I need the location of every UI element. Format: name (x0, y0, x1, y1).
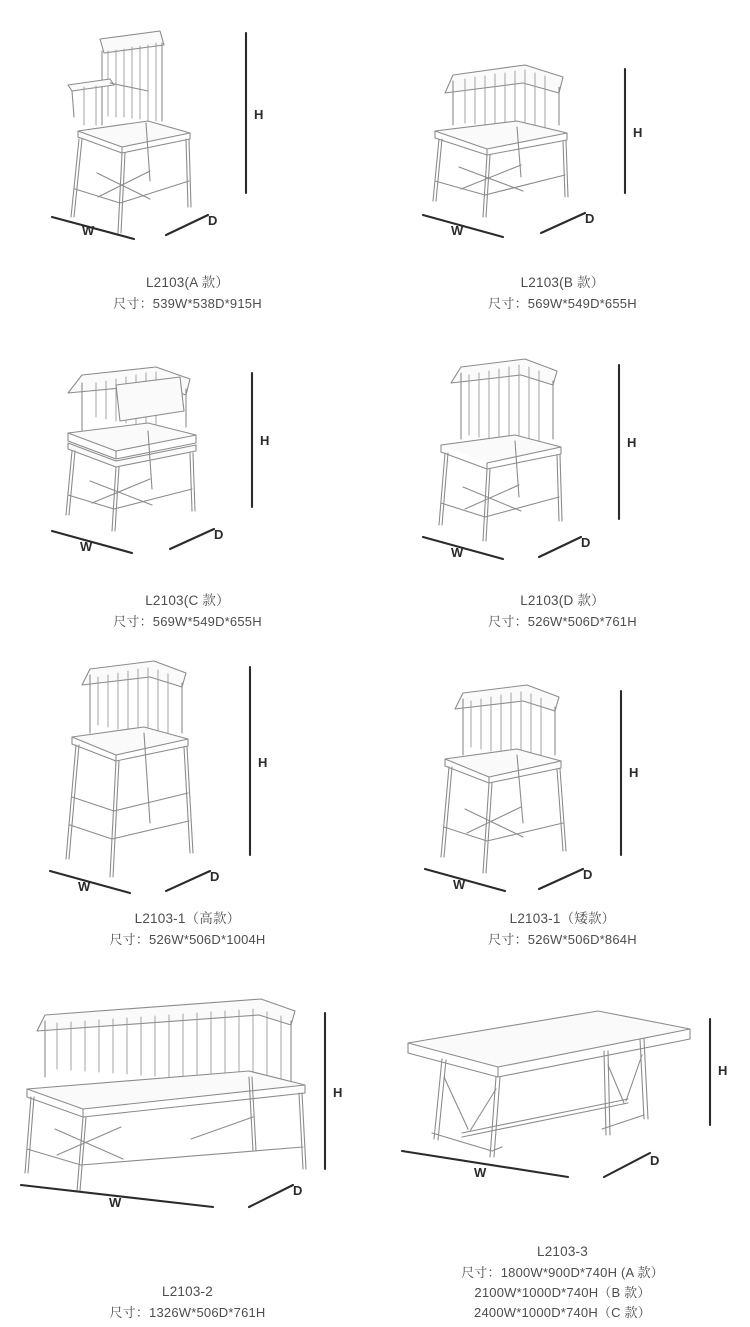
product-size-7: 尺寸：1326W*506D*761H (109, 1304, 266, 1320)
dim-w-label-4: W (450, 545, 463, 561)
product-caption-7 (109, 1282, 265, 1327)
product-size-6: 尺寸：526W*506D*864H (488, 931, 637, 947)
product-size-8-extra-2: 2400W*1000D*740H（C 款） (474, 1304, 651, 1320)
windsor-bench-drawing (13, 993, 363, 1243)
dim-w-label-7: W (108, 1194, 121, 1210)
product-name-7: L2103-2 (162, 1283, 213, 1299)
product-cell-2 (375, 0, 750, 318)
dim-d-label-3: D (213, 527, 223, 543)
dim-h-label-2: H (632, 125, 642, 141)
product-cell-4 (375, 318, 750, 636)
windsor-barstool-tall-drawing (38, 647, 338, 897)
dim-h-label-8: H (717, 1062, 727, 1078)
dim-w-label-3: W (79, 539, 92, 555)
dim-d-label-6: D (582, 867, 592, 883)
product-cell-8 (375, 954, 750, 1327)
product-figure-1 (18, 0, 358, 273)
product-caption-5 (109, 909, 265, 954)
dim-w-label-8: W (473, 1164, 486, 1180)
windsor-lowchair-cushion-drawing (38, 339, 338, 569)
product-figure-3 (18, 318, 358, 591)
dim-d-label-2: D (584, 211, 594, 227)
product-cell-3 (0, 318, 375, 636)
product-caption-3 (113, 591, 262, 636)
product-name-4: L2103(D 款） (520, 592, 605, 608)
windsor-armchair-highback-drawing (38, 21, 338, 251)
dining-table-drawing (388, 973, 738, 1223)
product-name-6: L2103-1（矮款） (509, 910, 616, 926)
product-size-1: 尺寸：539W*538D*915H (113, 295, 262, 311)
product-caption-1 (113, 273, 262, 318)
product-size-3: 尺寸：569W*549D*655H (113, 613, 262, 629)
product-size-2: 尺寸：569W*549D*655H (488, 295, 637, 311)
product-name-1: L2103(A 款） (145, 274, 230, 290)
product-caption-6 (488, 909, 637, 954)
product-figure-2 (393, 0, 733, 273)
dim-w-label-6: W (452, 877, 465, 893)
windsor-lowchair-wide-drawing (413, 21, 713, 251)
product-name-3: L2103(C 款） (145, 592, 230, 608)
product-figure-4 (393, 318, 733, 591)
product-cell-6 (375, 636, 750, 954)
dim-h-label-6: H (628, 765, 638, 781)
windsor-sidechair-drawing (413, 339, 713, 569)
dim-d-label-4: D (580, 535, 590, 551)
dim-d-label-7: D (292, 1182, 302, 1198)
product-figure-8 (378, 954, 748, 1242)
product-figure-6 (393, 636, 733, 909)
dim-h-label-4: H (626, 435, 636, 451)
dim-w-label-2: W (450, 223, 463, 239)
product-name-2: L2103(B 款） (520, 274, 605, 290)
product-size-4: 尺寸：526W*506D*761H (488, 613, 637, 629)
product-figure-5 (18, 636, 358, 909)
product-name-8: L2103-3 (537, 1243, 588, 1259)
dim-h-label-3: H (259, 433, 269, 449)
product-name-5: L2103-1（高款） (134, 910, 241, 926)
product-cell-7 (0, 954, 375, 1327)
windsor-barstool-short-drawing (413, 647, 713, 897)
dim-w-label-1: W (81, 223, 94, 239)
product-cell-1 (0, 0, 375, 318)
dim-d-label-8: D (649, 1152, 659, 1168)
dim-w-label-5: W (77, 879, 90, 895)
product-size-8-extra-1: 2100W*1000D*740H（B 款） (474, 1284, 651, 1300)
product-caption-8 (461, 1242, 664, 1327)
product-size-5: 尺寸：526W*506D*1004H (109, 931, 266, 947)
product-size-8: 尺寸：1800W*900D*740H (A 款） (461, 1264, 664, 1280)
dim-d-label-1: D (207, 213, 217, 229)
product-caption-4 (488, 591, 637, 636)
dim-h-label-7: H (332, 1084, 342, 1100)
product-cell-5 (0, 636, 375, 954)
product-figure-7 (3, 954, 373, 1282)
dim-h-label-5: H (257, 755, 267, 771)
dim-d-label-5: D (209, 869, 219, 885)
product-caption-2 (488, 273, 637, 318)
dim-h-label-1: H (253, 107, 263, 123)
